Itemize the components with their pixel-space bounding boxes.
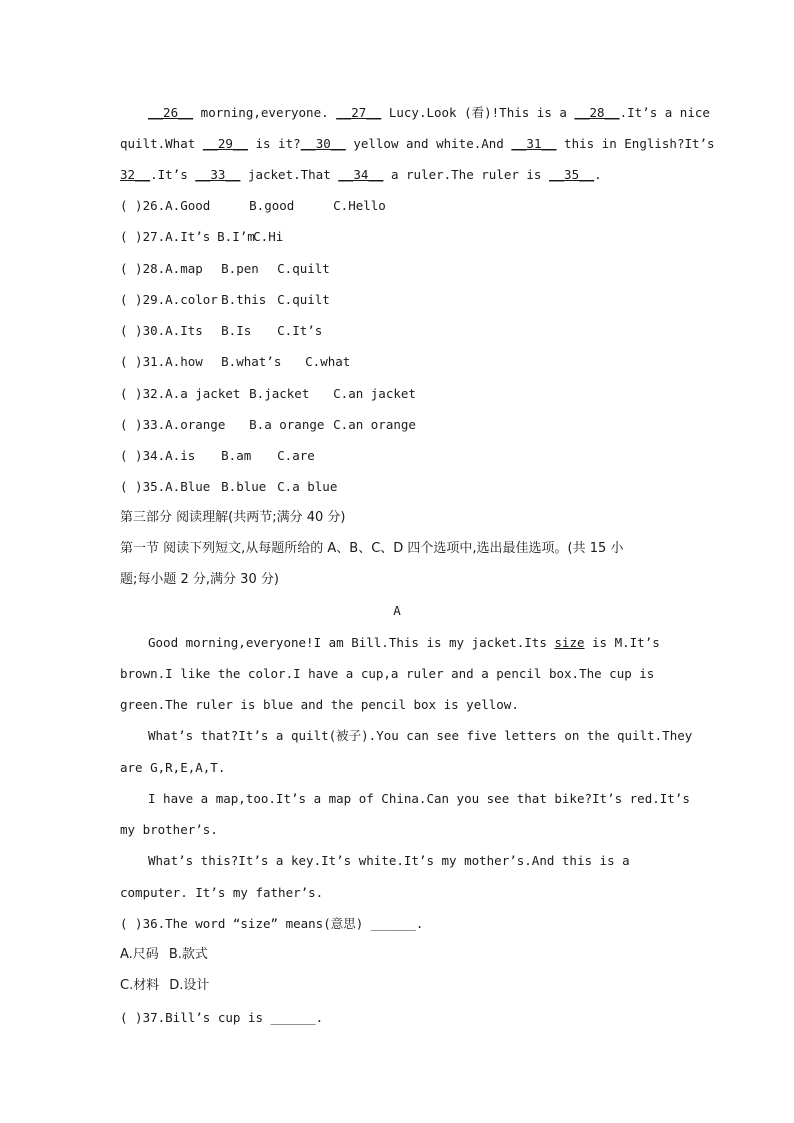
question-number: ( )30. — [120, 323, 166, 338]
option-a: A.how — [165, 354, 203, 369]
passage-p1-line1 — [148, 634, 660, 652]
question-number: ( )27. — [120, 229, 166, 244]
blank-34: __34__ — [338, 167, 384, 182]
blank-28: __28__ — [574, 105, 620, 120]
question-number: ( )26. — [120, 198, 166, 213]
question-35 — [120, 478, 337, 496]
option-b: B.blue — [221, 479, 267, 494]
option-a: A.Its — [165, 323, 203, 338]
cloze-line-1 — [148, 104, 710, 122]
blank-35: __35__ — [549, 167, 595, 182]
question-27 — [120, 228, 283, 246]
question-36: ( )36.The word “size” means(意思) ______. — [120, 916, 424, 931]
option-a: A.is — [165, 448, 196, 463]
option-b: B.Is — [221, 323, 252, 338]
option-b: B.what’s — [221, 354, 282, 369]
option-b: B.jacket — [249, 386, 310, 401]
cloze-text: Lucy.Look (看)!This is a — [381, 105, 575, 120]
blank-26: __26__ — [148, 105, 194, 120]
option-c: C.an jacket — [333, 386, 416, 401]
option-c: C.It’s — [277, 323, 323, 338]
option-c: C.are — [277, 448, 315, 463]
blank-32: 32__ — [120, 167, 151, 182]
underlined-word-size: size — [554, 635, 585, 650]
question-31 — [120, 353, 350, 371]
question-32 — [120, 385, 416, 403]
blank-30: __30__ — [300, 136, 346, 151]
section1-instructions: 第一节 阅读下列短文,从每题所给的 A、B、C、D 四个选项中,选出最佳选项。(共 15 小 — [120, 541, 624, 556]
option-c: C.what — [305, 354, 351, 369]
option-c: C.an orange — [333, 417, 416, 432]
option-c: C.a blue — [277, 479, 338, 494]
passage-p4-line2: computer. It’s my father’s. — [120, 885, 324, 900]
question-number: ( )32. — [120, 386, 166, 401]
question-37: ( )37.Bill’s cup is ______. — [120, 1010, 324, 1025]
option-a: A.Good — [165, 198, 211, 213]
option-b: B.this — [221, 292, 267, 307]
option-a: A.a jacket — [165, 386, 241, 401]
passage-p2-line1: What’s that?It’s a quilt(被子).You can see five letters on the quilt.They — [148, 728, 693, 743]
cloze-text: . — [594, 167, 602, 182]
question-36-options-ab — [120, 946, 208, 964]
question-36-options-cd — [120, 977, 209, 995]
option-b: B.款式 — [168, 947, 208, 962]
option-a: A.Blue — [165, 479, 211, 494]
option-c: C.Hi — [253, 229, 284, 244]
option-b: B.a orange — [249, 417, 325, 432]
option-c: C.quilt — [277, 261, 330, 276]
passage-p3-line1: I have a map,too.It’s a map of China.Can you see that bike?It’s red.It’s — [148, 791, 690, 806]
passage-label: A — [393, 603, 401, 618]
part3-title: 第三部分 阅读理解(共两节;满分 40 分) — [120, 510, 346, 525]
cloze-text: .It’s — [150, 167, 196, 182]
option-c: C.材料 — [120, 978, 160, 993]
option-c: C.quilt — [277, 292, 330, 307]
option-b: B.good — [249, 198, 295, 213]
blank-31: __31__ — [511, 136, 557, 151]
question-34 — [120, 447, 315, 465]
option-b: B.I’m — [217, 229, 255, 244]
passage-p3-line2: my brother’s. — [120, 822, 218, 837]
option-a: A.尺码 — [120, 947, 159, 962]
blank-27: __27__ — [336, 105, 382, 120]
option-c: C.Hello — [333, 198, 386, 213]
question-29 — [120, 291, 330, 309]
passage-p4-line1: What’s this?It’s a key.It’s white.It’s my mother’s.And this is a — [148, 853, 630, 868]
passage-text: Good morning,everyone!I am Bill.This is my jacket.Its — [148, 635, 555, 650]
cloze-text: morning,everyone. — [193, 105, 337, 120]
option-d: D.设计 — [169, 978, 210, 993]
option-b: B.am — [221, 448, 252, 463]
cloze-text: this in English?It’s — [556, 136, 715, 151]
option-a: A.color — [165, 292, 218, 307]
passage-p1-line2: brown.I like the color.I have a cup,a ruler and a pencil box.The cup is — [120, 666, 655, 681]
question-33 — [120, 416, 416, 434]
question-number: ( )31. — [120, 354, 166, 369]
question-number: ( )29. — [120, 292, 166, 307]
cloze-text: a ruler.The ruler is — [383, 167, 549, 182]
question-number: ( )28. — [120, 261, 166, 276]
question-26 — [120, 197, 386, 215]
cloze-text: is it? — [247, 136, 301, 151]
question-number: ( )35. — [120, 479, 166, 494]
section1-instructions-cont: 题;每小题 2 分,满分 30 分) — [120, 572, 279, 587]
question-30 — [120, 322, 322, 340]
cloze-text: .It’s a nice — [619, 105, 710, 120]
question-number: ( )33. — [120, 417, 166, 432]
passage-p2-line2: are G,R,E,A,T. — [120, 760, 226, 775]
option-a: A.map — [165, 261, 203, 276]
option-a: A.orange — [165, 417, 226, 432]
question-number: ( )34. — [120, 448, 166, 463]
blank-29: __29__ — [202, 136, 248, 151]
option-b: B.pen — [221, 261, 259, 276]
cloze-text: jacket.That — [240, 167, 339, 182]
cloze-text: quilt.What — [120, 136, 203, 151]
passage-p1-line3: green.The ruler is blue and the pencil box is yellow. — [120, 697, 519, 712]
passage-text: is M.It’s — [584, 635, 660, 650]
option-a: A.It’s — [165, 229, 211, 244]
cloze-line-3 — [120, 166, 602, 184]
blank-33: __33__ — [195, 167, 241, 182]
cloze-line-2 — [120, 135, 715, 153]
question-28 — [120, 260, 330, 278]
cloze-text: yellow and white.And — [345, 136, 512, 151]
